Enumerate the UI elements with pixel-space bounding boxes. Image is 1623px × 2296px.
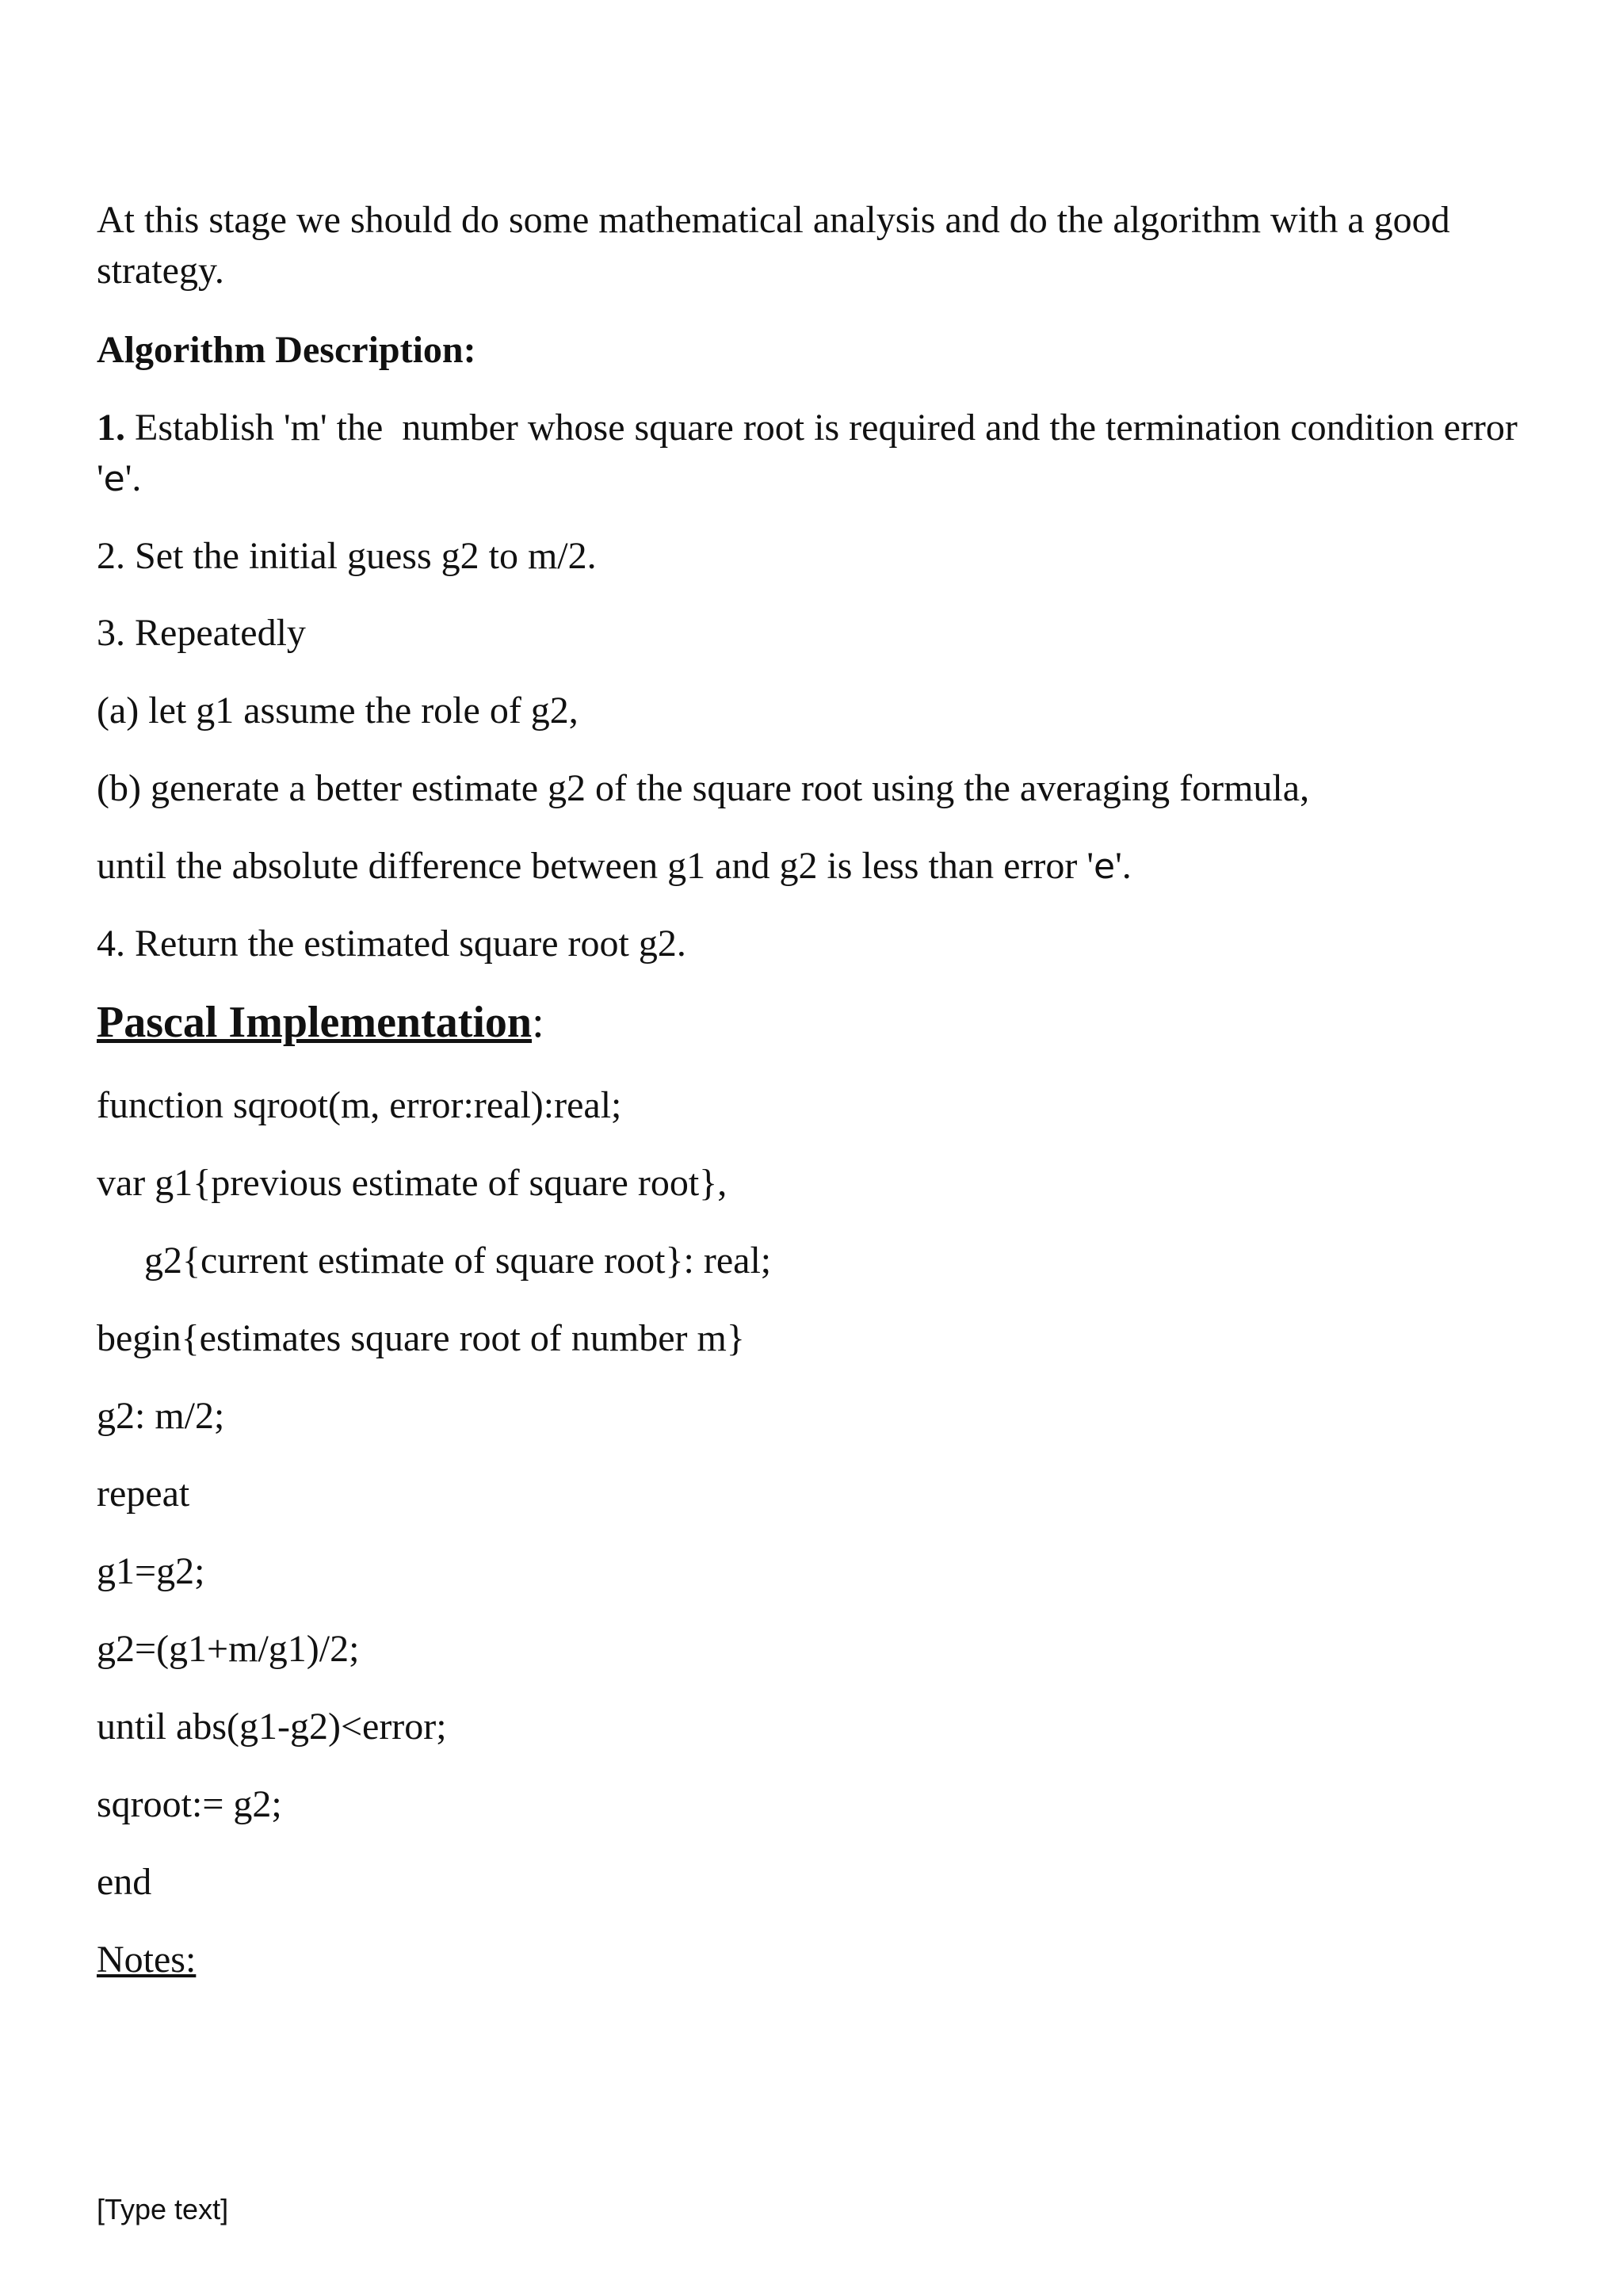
epsilon-symbol: e	[1094, 846, 1116, 887]
pascal-heading	[97, 994, 544, 1051]
code-line: g2: m/2;	[97, 1395, 225, 1437]
pascal-heading-title: Pascal Implementation	[97, 998, 533, 1047]
step-1-quote-close: '.	[124, 457, 142, 499]
until-quote-close: '.	[1115, 845, 1132, 887]
footer-placeholder-text: [Type text]	[97, 2193, 229, 2225]
code-line: g2{current estimate of square root}: real;	[144, 1240, 772, 1282]
step-1-text: Establish 'm' the number whose square root is required and the termination condition error	[125, 407, 1518, 449]
code-line: end	[97, 1861, 152, 1903]
code-line: g1=g2;	[97, 1550, 205, 1592]
algorithm-step-3: 3. Repeatedly	[97, 612, 306, 654]
step-1-number: 1.	[97, 407, 125, 449]
pascal-heading-colon: :	[532, 998, 544, 1047]
notes-heading: Notes:	[97, 1939, 197, 1981]
algorithm-step-3a: (a) let g1 assume the role of g2,	[97, 690, 579, 732]
epsilon-symbol: e	[103, 459, 125, 499]
algorithm-step-1	[97, 403, 1518, 453]
until-text: until the absolute difference between g1 and g2 is less than error '	[97, 845, 1094, 887]
code-line: repeat	[97, 1473, 190, 1515]
step-1-quote-open: '	[97, 457, 104, 499]
intro-line-2: strategy.	[97, 250, 224, 292]
code-line: begin{estimates square root of number m}	[97, 1317, 745, 1359]
code-line: until abs(g1-g2)<error;	[97, 1706, 447, 1748]
algorithm-heading: Algorithm Description:	[97, 329, 476, 371]
code-line: g2=(g1+m/g1)/2;	[97, 1628, 360, 1670]
code-line: var g1{previous estimate of square root},	[97, 1162, 727, 1204]
algorithm-until-condition	[97, 841, 1132, 892]
code-line: sqroot:= g2;	[97, 1783, 282, 1825]
code-line: function sqroot(m, error:real):real;	[97, 1084, 622, 1126]
algorithm-step-2: 2. Set the initial guess g2 to m/2.	[97, 535, 597, 577]
algorithm-step-4: 4. Return the estimated square root g2.	[97, 923, 686, 965]
algorithm-step-1-continuation	[97, 453, 141, 505]
intro-line-1: At this stage we should do some mathematical analysis and do the algorithm with a good	[97, 199, 1450, 241]
algorithm-step-3b: (b) generate a better estimate g2 of the square root using the averaging formula,	[97, 767, 1310, 809]
